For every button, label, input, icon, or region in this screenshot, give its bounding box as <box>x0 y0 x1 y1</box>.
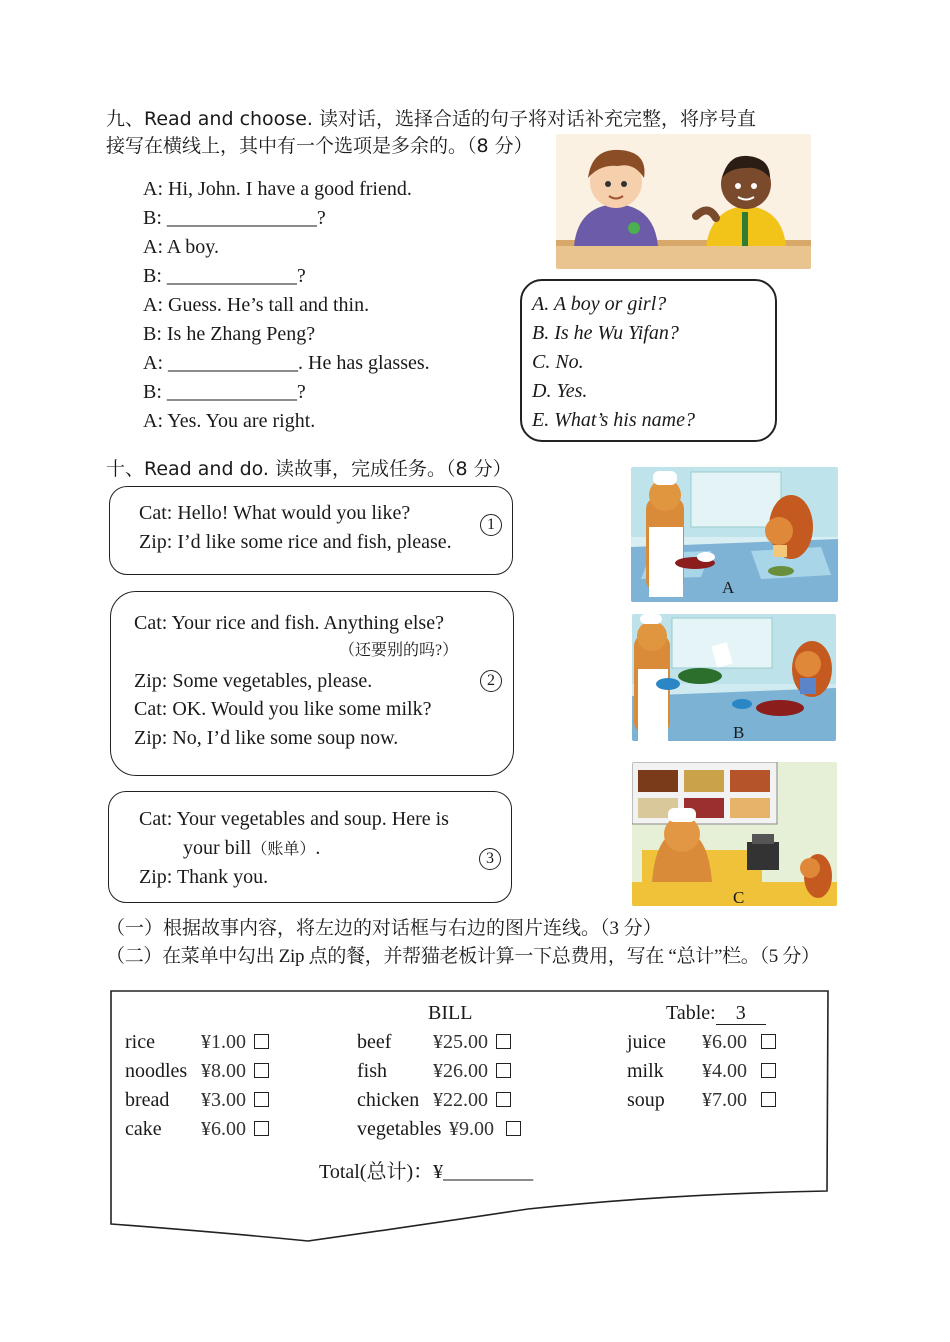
bill-checkbox[interactable] <box>496 1034 511 1049</box>
section9-heading-line1: 九、Read and choose. 读对话，选择合适的句子将对话补充完整，将序号直 <box>106 108 756 130</box>
bill-table <box>666 999 766 1028</box>
bill-price: ¥9.00 <box>449 1118 494 1140</box>
bill-item: cake <box>125 1118 162 1140</box>
picture-b-label: B <box>733 723 745 741</box>
options-box <box>520 279 777 442</box>
bill-item: soup <box>627 1089 665 1111</box>
option-a: A. A boy or girl? <box>532 293 667 315</box>
box2-number: 2 <box>480 670 502 692</box>
bill-checkbox[interactable] <box>254 1092 269 1107</box>
bill-checkbox[interactable] <box>761 1063 776 1078</box>
box1-line: Cat: Hello! What would you like? <box>139 502 411 524</box>
box1-line: Zip: I’d like some rice and fish, please. <box>139 531 452 553</box>
task1-text: （一）根据故事内容，将左边的对话框与右边的图片连线。（3 分） <box>106 918 662 939</box>
bill-item: fish <box>357 1060 387 1082</box>
box3-line <box>183 834 320 864</box>
bill-row <box>357 1028 521 1057</box>
dialog-box-1 <box>109 486 513 575</box>
bill-checkbox[interactable] <box>496 1092 511 1107</box>
bill-total-label: Total(总计)：¥ <box>319 1161 444 1183</box>
box3-line: Cat: Your vegetables and soup. Here is <box>139 808 449 830</box>
picture-c-label: C <box>733 888 745 906</box>
bill-column-1 <box>125 1028 269 1144</box>
option-c: C. No. <box>532 351 584 373</box>
dialogue-line: B: _____________? <box>143 381 306 403</box>
box3-period: . <box>315 837 321 859</box>
bill-row <box>125 1086 269 1115</box>
bill-checkbox[interactable] <box>761 1092 776 1107</box>
picture-a-label: A <box>722 578 735 597</box>
dialogue-line: A: Guess. He’s tall and thin. <box>143 294 370 316</box>
dialog-box-2 <box>110 591 514 776</box>
box2-line: Cat: Your rice and fish. Anything else? <box>134 612 444 634</box>
bill-row <box>125 1028 269 1057</box>
section9-heading-line2: 接写在横线上，其中有一个选项是多余的。（8 分） <box>106 135 533 157</box>
dialogue-line: B: _____________? <box>143 265 306 287</box>
dialogue-line: B: _______________? <box>143 207 326 229</box>
bill-item: beef <box>357 1031 392 1053</box>
bill-price: ¥22.00 <box>433 1089 488 1111</box>
box3-line: Zip: Thank you. <box>139 866 269 888</box>
bill-price: ¥6.00 <box>201 1118 246 1140</box>
bill-row <box>125 1115 269 1144</box>
story-picture-b <box>632 614 836 741</box>
option-e: E. What’s his name? <box>532 409 695 431</box>
bill-column-3 <box>627 1028 776 1115</box>
option-d: D. Yes. <box>532 380 588 402</box>
dialogue-line: A: A boy. <box>143 236 219 258</box>
bill-table-label: Table: <box>666 1002 716 1024</box>
story-picture-c <box>632 762 837 906</box>
bill-item: noodles <box>125 1060 188 1082</box>
box2-line: Zip: Some vegetables, please. <box>134 670 373 692</box>
bill-item: chicken <box>357 1089 420 1111</box>
box2-note: （还要别的吗?） <box>339 642 459 659</box>
two-boys-illustration <box>556 134 811 269</box>
bill-item: milk <box>627 1060 664 1082</box>
bill-item: juice <box>627 1031 666 1053</box>
bill-checkbox[interactable] <box>254 1121 269 1136</box>
bill-total <box>319 1158 533 1187</box>
box1-number: 1 <box>480 514 502 536</box>
bill-price: ¥1.00 <box>201 1031 246 1053</box>
bill-row <box>627 1086 776 1115</box>
bill-price: ¥3.00 <box>201 1089 246 1111</box>
dialogue-line: A: _____________. He has glasses. <box>143 352 430 374</box>
bill-row <box>627 1028 776 1057</box>
bill-price: ¥8.00 <box>201 1060 246 1082</box>
bill-row <box>357 1115 521 1144</box>
bill-price: ¥6.00 <box>702 1031 747 1053</box>
bill-column-2 <box>357 1028 521 1144</box>
bill-row <box>125 1057 269 1086</box>
dialogue-line: B: Is he Zhang Peng? <box>143 323 316 345</box>
box3-bill-note: （账单） <box>251 841 316 858</box>
box2-line: Zip: No, I’d like some soup now. <box>134 727 399 749</box>
option-b: B. Is he Wu Yifan? <box>532 322 679 344</box>
bill-row <box>357 1086 521 1115</box>
bill-item: vegetables <box>357 1118 442 1140</box>
section9-dialogue <box>143 175 430 435</box>
bill-table-number: 3 <box>716 1002 766 1025</box>
bill-price: ¥26.00 <box>433 1060 488 1082</box>
story-picture-a <box>631 467 838 602</box>
task2-text: （二）在菜单中勾出 Zip 点的餐，并帮猫老板计算一下总费用，写在 “总计”栏。（5 分） <box>106 946 820 967</box>
bill-price: ¥7.00 <box>702 1089 747 1111</box>
bill-checkbox[interactable] <box>254 1034 269 1049</box>
bill-item: bread <box>125 1089 170 1111</box>
bill-title: BILL <box>428 1002 473 1024</box>
box3-number: 3 <box>479 848 501 870</box>
bill-item: rice <box>125 1031 155 1053</box>
section10-heading: 十、Read and do. 读故事，完成任务。（8 分） <box>106 458 512 480</box>
bill-checkbox[interactable] <box>761 1034 776 1049</box>
bill-price: ¥4.00 <box>702 1060 747 1082</box>
bill-checkbox[interactable] <box>254 1063 269 1078</box>
bill-price: ¥25.00 <box>433 1031 488 1053</box>
box2-line: Cat: OK. Would you like some milk? <box>134 698 432 720</box>
dialog-box-3 <box>108 791 512 903</box>
box3-bill-text: your bill <box>183 837 252 859</box>
bill-checkbox[interactable] <box>506 1121 521 1136</box>
bill-checkbox[interactable] <box>496 1063 511 1078</box>
dialogue-line: A: Hi, John. I have a good friend. <box>143 178 412 200</box>
bill-total-blank[interactable]: _________ <box>443 1161 534 1183</box>
dialogue-line: A: Yes. You are right. <box>143 410 316 432</box>
bill-row <box>627 1057 776 1086</box>
bill-row <box>357 1057 521 1086</box>
